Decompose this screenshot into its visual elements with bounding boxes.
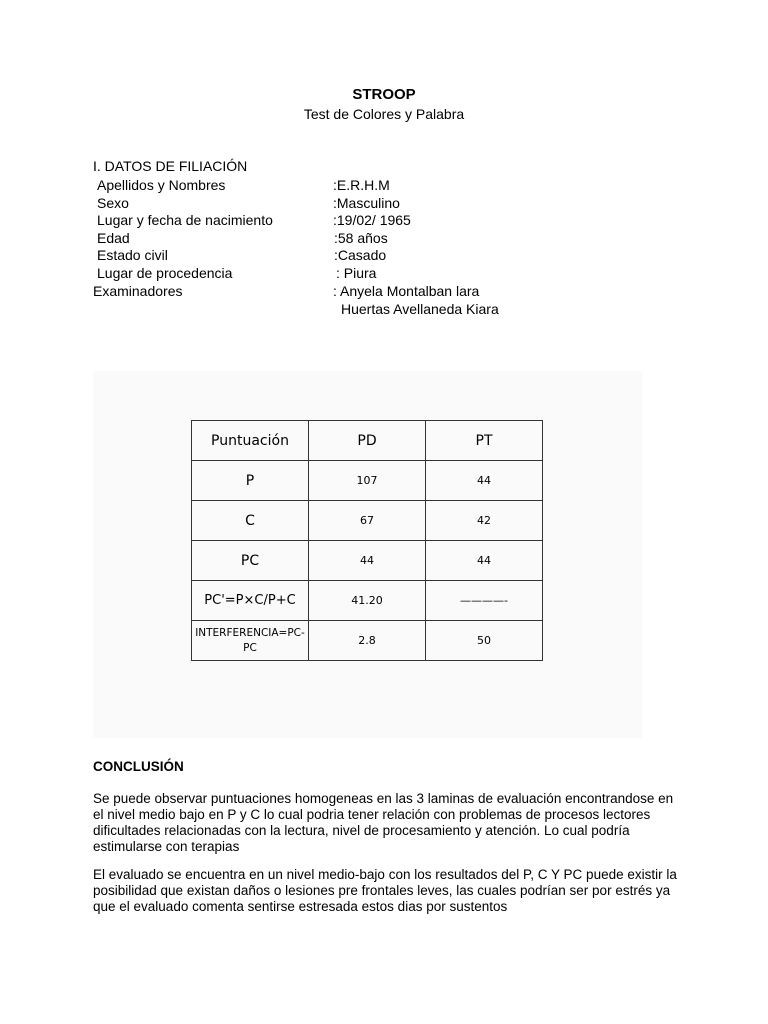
pt-cell: 50 [426, 621, 543, 661]
field-row [0, 300, 768, 318]
field-value: :Masculino [333, 195, 400, 211]
field-row [0, 176, 768, 194]
field-row [0, 282, 768, 300]
pd-cell: 2.8 [309, 621, 426, 661]
table-row [192, 581, 543, 621]
pd-cell: 41.20 [309, 581, 426, 621]
table-header-row [192, 421, 543, 461]
field-label: Apellidos y Nombres [97, 177, 226, 193]
column-header: Puntuación [192, 421, 309, 461]
field-value: : Piura [336, 265, 377, 281]
field-label: Sexo [97, 195, 129, 211]
field-value: :E.R.H.M [333, 177, 390, 193]
table-row [192, 501, 543, 541]
pd-cell: 107 [309, 461, 426, 501]
field-label: Examinadores [93, 283, 183, 299]
document-subtitle: Test de Colores y Palabra [303, 106, 465, 122]
row-name: INTERFERENCIA=PC-PC [192, 621, 309, 661]
pd-cell: 44 [309, 541, 426, 581]
row-name: PC'=P×C/P+C [192, 581, 309, 621]
row-name: PC [192, 541, 309, 581]
document-title: STROOP [352, 86, 416, 103]
section-heading-filiacion: I. DATOS DE FILIACIÓN [93, 158, 248, 174]
conclusion-paragraph-2: El evaluado se encuentra en un nivel medio-bajo con los resultados del P, C Y PC puede existir la posibilidad que existan daños o lesiones pre frontales leves, las cuales podrían ser por estrés ya que el evaluado comenta sentirse estresada estos dias por sustentos [93, 867, 677, 914]
field-value-continuation: Huertas Avellaneda Kiara [341, 301, 499, 317]
table-row [192, 461, 543, 501]
field-label: Estado civil [97, 247, 168, 263]
field-row [0, 229, 768, 247]
field-row [0, 246, 768, 264]
field-row [0, 194, 768, 212]
pt-cell: 44 [426, 541, 543, 581]
field-label: Edad [97, 230, 130, 246]
row-name: P [192, 461, 309, 501]
field-value: :58 años [334, 230, 388, 246]
pt-cell: 44 [426, 461, 543, 501]
field-value: :Casado [334, 247, 387, 263]
field-row [0, 211, 768, 229]
conclusion-heading: CONCLUSIÓN [93, 759, 184, 774]
field-value: :19/02/ 1965 [333, 212, 411, 228]
field-label: Lugar de procedencia [97, 265, 233, 281]
field-label: Lugar y fecha de nacimiento [97, 212, 273, 228]
scores-table [191, 420, 543, 661]
table-row [192, 621, 543, 661]
column-header: PD [309, 421, 426, 461]
pt-cell: ————- [426, 581, 543, 621]
pt-cell: 42 [426, 501, 543, 541]
column-header: PT [426, 421, 543, 461]
scores-table-image [93, 371, 642, 738]
pd-cell: 67 [309, 501, 426, 541]
row-name: C [192, 501, 309, 541]
conclusion-paragraph-1: Se puede observar puntuaciones homogeneas en las 3 laminas de evaluación encontrandose en el nivel medio bajo en P y C lo cual podria tener relación con problemas de procesos lectores dificultades relacionadas con la lectura, nivel de procesamiento y atención. Lo cual podría estimularse con terapias [93, 791, 674, 854]
field-value: : Anyela Montalban lara [333, 283, 480, 299]
field-row [0, 264, 768, 282]
table-row [192, 541, 543, 581]
